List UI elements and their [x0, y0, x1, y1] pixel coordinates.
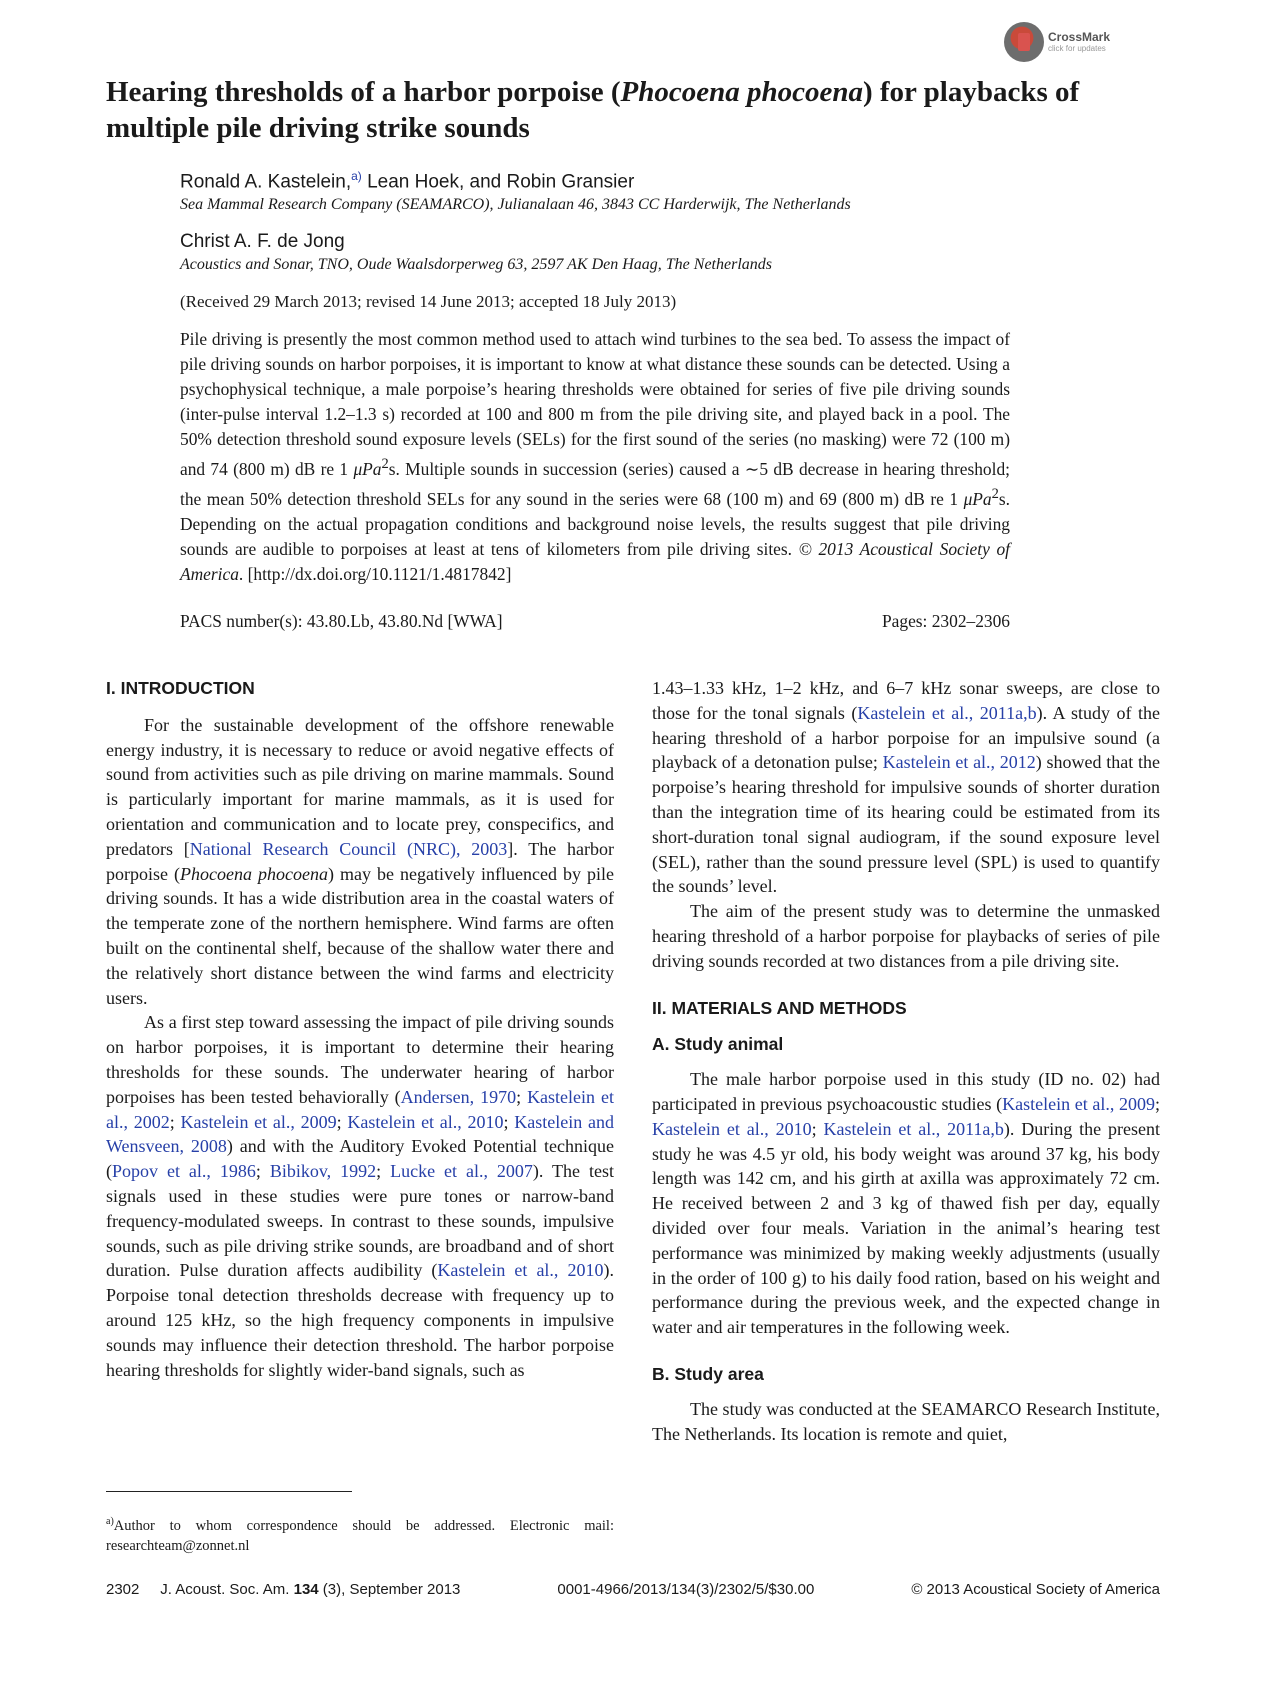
footer-code: 0001-4966/2013/134(3)/2302/5/$30.00	[557, 1581, 815, 1598]
footnote-divider	[106, 1491, 352, 1492]
page-range: Pages: 2302–2306	[881, 611, 1010, 631]
ref-link[interactable]: Andersen, 1970	[400, 1086, 517, 1107]
author-line-1: Ronald A. Kastelein,$^{a)}$ Lean Hoek, and Robin Gransier	[180, 169, 635, 193]
authors-block	[180, 164, 1080, 314]
intro-paragraph-1: For the sustainable development of the offshore renewable energy industry, it is necessary to reduce or avoid negative effects of sound from activities such as pile driving on marine mammals. Sound is particularly important for marine mammals, as it is used for orientation and communication and to locate prey, conspecifics, and predators [National Research Council (NRC), 2003]. The harbor porpoise (Phocoena phocoena) may be negatively influenced by pile driving sounds. It has a wide distribution area in the coastal waters of the temperate zone of the northern hemisphere. Wind farms are often built on the continental shelf, because of the shallow water there and the relatively short distance between the wind farms and electricity users.	[106, 714, 615, 1008]
ref-link[interactable]: Kastelein et al., 2010	[437, 1260, 604, 1281]
left-column	[106, 676, 614, 1382]
article-title: Hearing thresholds of a harbor porpoise (Phocoena phocoena) for playbacks of multiple pile driving strike sounds	[106, 76, 1080, 144]
intro-paragraph-2: As a first step toward assessing the impact of pile driving sounds on harbor porpoises, it is important to determine their hearing thresholds for these sounds. The underwater hearing of harbor porpoises has been tested behaviorally (Andersen, 1970; Kastelein et al., 2002; Kastelein et al., 2009; Kastelein et al., 2010; Kastelein and Wensveen, 2008) and with the Auditory Evoked Potential technique (Popov et al., 1986; Bibikov, 1992; Lucke et al., 2007). The test signals used in these studies were pure tones or narrow-band frequency-modulated sweeps. In contrast to these sounds, impulsive sounds, such as pile driving strike sounds, are broadband and of short duration. Pulse duration affects audibility (Kastelein et al., 2010). Porpoise tonal detection thresholds decrease with frequency up to around 125 kHz, so the high frequency components in impulsive sounds may influence their detection threshold. The harbor porpoise hearing thresholds for slightly wider-band signals, such as	[106, 1012, 614, 1380]
affiliation-1: Sea Mammal Research Company (SEAMARCO), Julianalaan 46, 3843 CC Harderwijk, The Netherlands	[180, 196, 851, 214]
section-heading-introduction: I. INTRODUCTION	[106, 678, 255, 698]
crossmark-badge[interactable]	[1004, 22, 1110, 62]
affiliation-2: Acoustics and Sonar, TNO, Oude Waalsdorperweg 63, 2597 AK Den Haag, The Netherlands	[180, 256, 772, 274]
ref-link[interactable]: Bibikov, 1992	[269, 1161, 377, 1182]
study-animal-paragraph: The male harbor porpoise used in this study (ID no. 02) had participated in previous psychoacoustic studies (Kastelein et al., 2009; Kastelein et al., 2010; Kastelein et al., 2011a,b). During the present study he was 4.5 yr old, his body weight was around 37 kg, his body length was 142 cm, and his girth at axilla was approximately 72 cm. He received between 2 and 3 kg of thawed fish per day, equally divided over four meals. Variation in the animal’s hearing test performance was minimized by making weekly adjustments (usually in the order of 100 g) to his daily food ration, based on his weight and performance during the previous week, and the expected change in water and air temperatures in the following week.	[652, 1069, 1160, 1338]
subsection-heading-study-animal: A. Study animal	[652, 1034, 784, 1055]
crossmark-icon	[1004, 22, 1044, 62]
ref-link[interactable]: Kastelein et al., 2010	[652, 1118, 812, 1139]
ref-link[interactable]: Kastelein et al., 2009	[1002, 1093, 1155, 1114]
ref-link[interactable]: Kastelein and Wensveen, 2008	[106, 1111, 614, 1157]
footer-journal: 2302 J. Acoust. Soc. Am. 134 (3), September 2013	[106, 1581, 461, 1598]
footer-copyright: © 2013 Acoustical Society of America	[911, 1581, 1160, 1598]
ref-link[interactable]: Kastelein et al., 2011a,b	[823, 1118, 1004, 1139]
ref-link[interactable]: Kastelein et al., 2009	[180, 1111, 337, 1132]
doi-link[interactable]: . [http://dx.doi.org/10.1121/1.4817842]	[238, 563, 512, 584]
page-footer	[106, 1581, 1160, 1598]
author-line-2: Christ A. F. de Jong	[180, 231, 345, 253]
ref-link[interactable]: Popov et al., 1986	[112, 1161, 256, 1182]
pacs-row	[180, 611, 1010, 632]
ref-link[interactable]: Lucke et al., 2007	[390, 1161, 533, 1182]
crossmark-sub: click for updates	[1048, 43, 1106, 53]
abstract: Pile driving is presently the most common method used to attach wind turbines to the sea bed. To assess the impact of pile driving sounds on harbor porpoises, it is important to know at what distance these sounds can be detected. Using a psychophysical technique, a male porpoise’s hearing thresholds were obtained for series of five pile driving sounds (inter-pulse interval 1.2–1.3 s) recorded at 100 and 800 m from the pile driving site, and played back in a pool. The 50% detection threshold sound exposure levels (SELs) for the first sound of the series (no masking) were 72 (100 m) and 74 (800 m) dB re 1 μPa$^2$s. Multiple sounds in succession (series) caused a ∼5 dB decrease in hearing threshold; the mean 50% detection threshold SELs for any sound in the series were 68 (100 m) and 69 (800 m) dB re 1 μPa$^2$s. Depending on the actual propagation conditions and background noise levels, the results suggest that pile driving sounds are audible to porpoises at least at tens of kilometers from pile driving sites. © 2013 Acoustical Society of America. [http://dx.doi.org/10.1121/1.4817842]	[180, 329, 1010, 584]
pacs-numbers: PACS number(s): 43.80.Lb, 43.80.Nd [WWA]	[180, 611, 503, 631]
crossmark-name: CrossMark	[1048, 29, 1111, 44]
subsection-heading-study-area: B. Study area	[652, 1363, 764, 1384]
section-heading-methods: II. MATERIALS AND METHODS	[652, 997, 907, 1018]
right-paragraph-1: 1.43–1.33 kHz, 1–2 kHz, and 6–7 kHz sonar sweeps, are close to those for the tonal signals (Kastelein et al., 2011a,b). A study of the hearing threshold of a harbor porpoise for an impulsive sound (a playback of a detonation pulse; Kastelein et al., 2012) showed that the porpoise’s hearing threshold for impulsive sounds of shorter duration than the integration time of its hearing could be estimated from its short-duration tonal signal audiogram, if the sound exposure level (SEL), rather than the sound pressure level (SPL) is used to quantify the sounds’ level.	[652, 678, 1160, 897]
received-dates: (Received 29 March 2013; revised 14 June 2013; accepted 18 July 2013)	[180, 292, 677, 312]
right-paragraph-2: The aim of the present study was to determine the unmasked hearing threshold of a harbor porpoise for playbacks of series of pile driving sounds recorded at two distances from a pile driving site.	[652, 901, 1160, 971]
ref-link[interactable]: Kastelein et al., 2012	[882, 752, 1036, 773]
ref-link[interactable]: Kastelein et al., 2002	[106, 1086, 614, 1132]
ref-link[interactable]: Kastelein et al., 2011a,b	[857, 702, 1037, 723]
ref-link[interactable]: National Research Council (NRC), 2003	[189, 838, 508, 859]
footnote-marker[interactable]: a)	[351, 169, 362, 183]
study-area-paragraph: The study was conducted at the SEAMARCO Research Institute, The Netherlands. Its location is remote and quiet,	[652, 1398, 1160, 1444]
ref-link[interactable]: Kastelein et al., 2010	[347, 1111, 504, 1132]
right-column	[652, 676, 1160, 1446]
footnote: $^{a)}$Author to whom correspondence should be addressed. Electronic mail: researchteam@zonnet.nl	[106, 1516, 614, 1554]
